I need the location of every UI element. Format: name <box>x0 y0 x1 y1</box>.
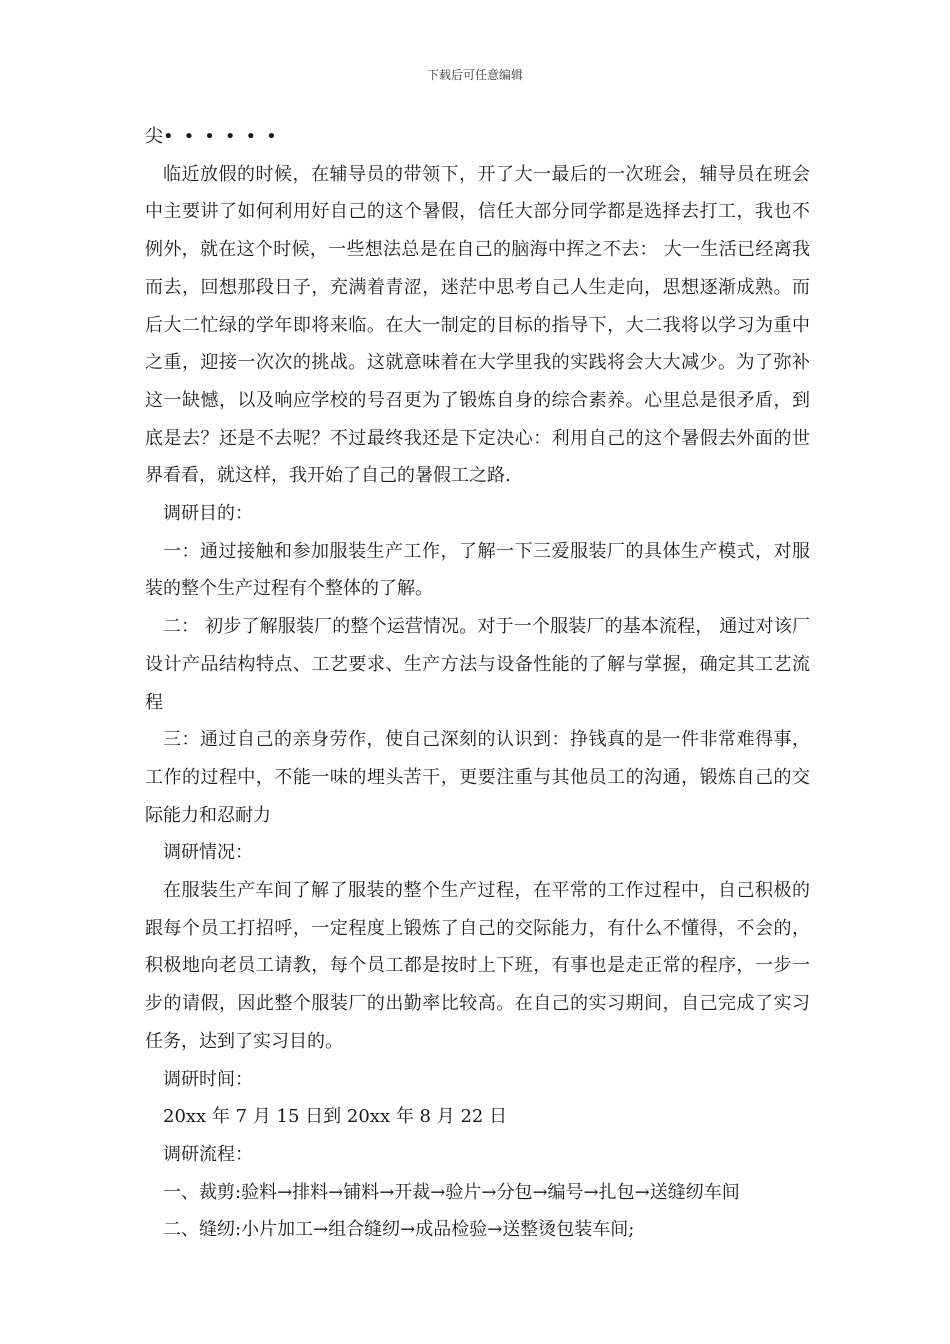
purpose-heading: 调研目的： <box>163 503 253 525</box>
process-cutting: 一、裁剪:验料→排料→铺料→开裁→验片→分包→编号→扎包→送缝纫车间 <box>163 1181 740 1203</box>
lead-char: 尖 <box>145 126 163 147</box>
lead-line <box>145 118 810 156</box>
ellipsis-dots: •••••• <box>163 126 287 147</box>
document-body <box>145 118 810 1249</box>
purpose-item-2: 二： 初步了解服装厂的整个运营情况。对于一个服装厂的基本流程， 通过对该厂设计产品结构特点、工艺要求、生产方法与设备性能的了解与掌握，确定其工艺流程 <box>145 616 810 713</box>
time-range: 20xx 年 7 月 15 日到 20xx 年 8 月 22 日 <box>163 1106 508 1128</box>
intro-paragraph: 临近放假的时候，在辅导员的带领下，开了大一最后的一次班会，辅导员在班会中主要讲了如何利用好自己的这个暑假，信任大部分同学都是选择去打工，我也不例外，就在这个时候，一些想法总是在自己的脑海中挥之不去： 大一生活已经离我而去，回想那段日子，充满着青涩，迷茫中思考自己人生走向，思想逐渐成熟。而后大二忙绿的学年即将来临。在大一制定的目标的指导下，大二我将以学习为重中之重，迎接一次次的挑战。这就意味着在大学里我的实践将会大大减少。为了弥补这一缺憾，以及响应学校的号召更为了锻炼自身的综合素养。心里总是很矛盾，到底是去？还是不去呢？不过最终我还是下定决心：利用自己的这个暑假去外面的世界看看，就这样，我开始了自己的暑假工之路. <box>145 163 810 487</box>
purpose-item-3: 三：通过自己的亲身劳作，使自己深刻的认识到：挣钱真的是一件非常难得事，工作的过程中，不能一味的埋头苦干，更要注重与其他员工的沟通，锻炼自己的交际能力和忍耐力 <box>145 729 810 826</box>
process-sewing: 二、缝纫:小片加工→组合缝纫→成品检验→送整烫包装车间; <box>163 1219 635 1241</box>
page-header: 下载后可任意编辑 <box>426 68 523 82</box>
purpose-item-1: 一：通过接触和参加服装生产工作，了解一下三爱服装厂的具体生产模式，对服装的整个生产过程有个整体的了解。 <box>145 540 810 600</box>
time-heading: 调研时间： <box>163 1068 253 1090</box>
process-heading: 调研流程： <box>163 1143 253 1165</box>
situation-heading: 调研情况： <box>163 842 253 864</box>
situation-paragraph: 在服装生产车间了解了服装的整个生产过程，在平常的工作过程中，自己积极的跟每个员工打招呼，一定程度上锻炼了自己的交际能力，有什么不懂得，不会的，积极地向老员工请教，每个员工都是按时上下班，有事也是走正常的程序，一步一步的请假，因此整个服装厂的出勤率比较高。在自己的实习期间，自己完成了实习任务，达到了实习目的。 <box>145 880 810 1052</box>
